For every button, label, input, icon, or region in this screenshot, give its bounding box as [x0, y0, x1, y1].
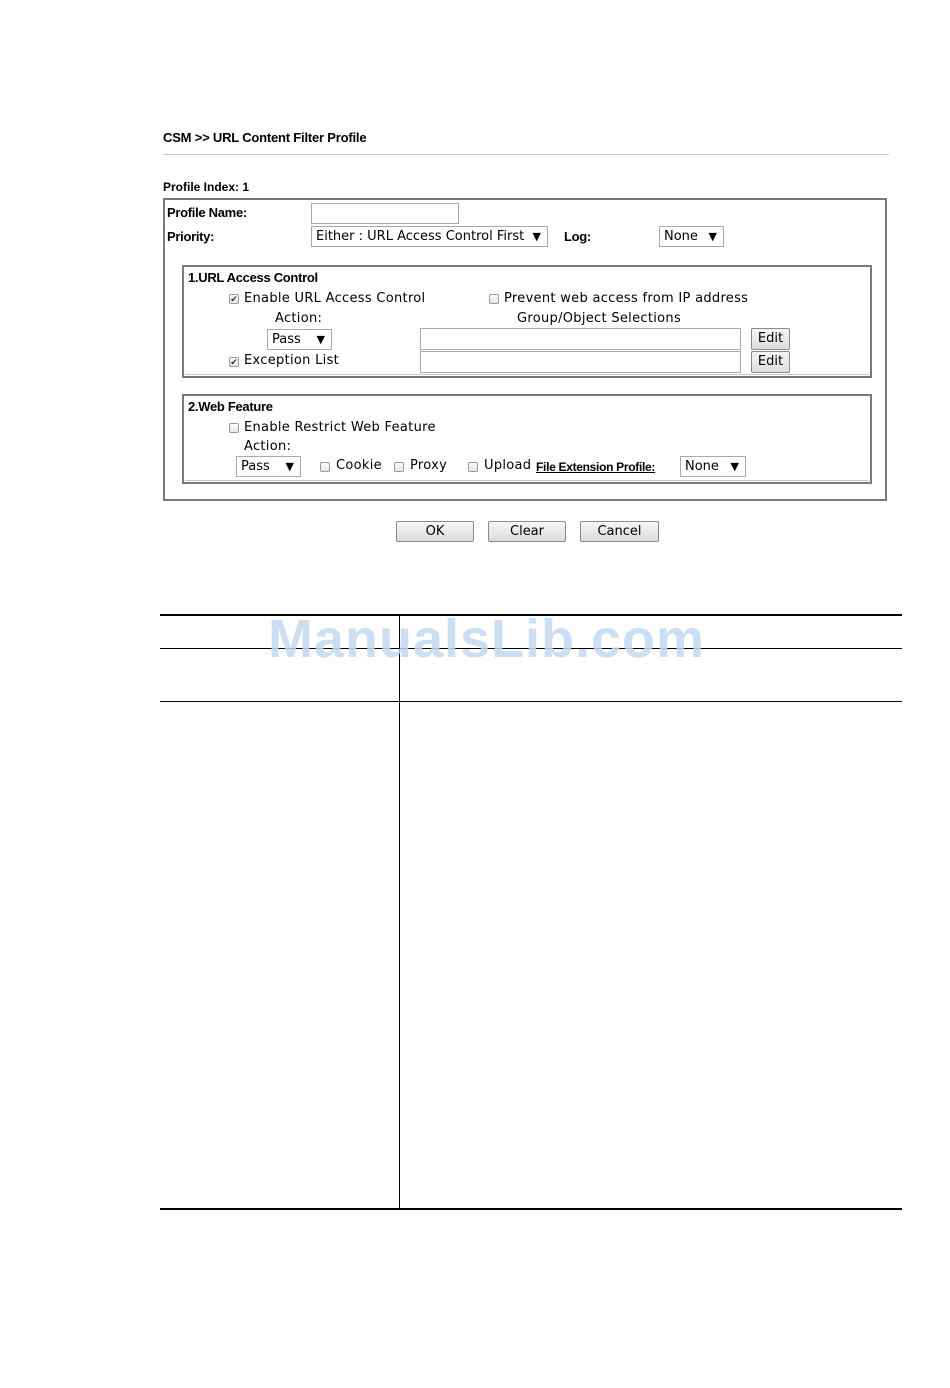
proxy-label: Proxy [410, 458, 448, 473]
log-label: Log: [564, 229, 591, 244]
group-divider [185, 480, 869, 481]
ok-button[interactable]: OK [396, 521, 474, 542]
exception-list-label: Exception List [244, 353, 340, 368]
check-icon: ✔ [230, 294, 238, 304]
web-action-label: Action: [244, 439, 292, 454]
enable-url-access-checkbox[interactable] [229, 294, 239, 304]
proxy-checkbox[interactable] [394, 462, 404, 472]
enable-web-feature-label: Enable Restrict Web Feature [244, 420, 436, 435]
chevron-down-icon: ▼ [285, 460, 294, 473]
table-column-divider [399, 616, 400, 1208]
upload-label: Upload [484, 458, 532, 473]
chevron-down-icon: ▼ [708, 230, 717, 243]
cancel-button[interactable]: Cancel [580, 521, 659, 542]
web-action-select-value: Pass [241, 459, 270, 474]
group-object-edit-button[interactable]: Edit [751, 328, 790, 350]
table-bottom-rule [160, 1208, 902, 1210]
log-select[interactable] [659, 226, 724, 247]
clear-button[interactable]: Clear [488, 521, 566, 542]
priority-select-value: Either : URL Access Control First [316, 229, 525, 244]
prevent-ip-label: Prevent web access from IP address [504, 291, 749, 306]
check-icon: ✔ [230, 357, 238, 367]
url-action-label: Action: [275, 311, 323, 326]
upload-checkbox[interactable] [468, 462, 478, 472]
profile-index: Profile Index: 1 [163, 180, 250, 194]
chevron-down-icon: ▼ [316, 333, 325, 346]
enable-web-feature-checkbox[interactable] [229, 423, 239, 433]
file-extension-profile-link[interactable]: File Extension Profile: [536, 460, 656, 474]
priority-label: Priority: [167, 229, 215, 244]
title-divider [163, 154, 889, 155]
profile-name-label: Profile Name: [167, 205, 247, 220]
web-feature-heading: 2.Web Feature [188, 399, 273, 414]
exception-list-checkbox[interactable] [229, 357, 239, 367]
prevent-ip-checkbox[interactable] [489, 294, 499, 304]
table-row-rule [160, 701, 902, 702]
exception-list-edit-button[interactable]: Edit [751, 351, 790, 373]
group-divider [185, 374, 869, 375]
url-action-select-value: Pass [272, 332, 301, 347]
cookie-label: Cookie [336, 458, 382, 473]
group-object-label: Group/Object Selections [517, 311, 682, 326]
url-action-select[interactable] [267, 329, 332, 350]
chevron-down-icon: ▼ [730, 460, 739, 473]
url-access-control-heading: 1.URL Access Control [188, 270, 318, 285]
chevron-down-icon: ▼ [532, 230, 541, 243]
cookie-checkbox[interactable] [320, 462, 330, 472]
priority-select[interactable] [311, 226, 548, 247]
enable-url-access-label: Enable URL Access Control [244, 291, 426, 306]
log-select-value: None [664, 229, 698, 244]
profile-name-input[interactable] [311, 203, 459, 224]
web-action-select[interactable] [236, 456, 301, 477]
exception-list-input[interactable] [420, 351, 741, 373]
file-extension-select-value: None [685, 459, 719, 474]
file-extension-select[interactable] [680, 456, 746, 477]
group-object-input[interactable] [420, 328, 741, 350]
page-title: CSM >> URL Content Filter Profile [163, 130, 367, 145]
watermark: ManualsLib.com [268, 609, 706, 669]
